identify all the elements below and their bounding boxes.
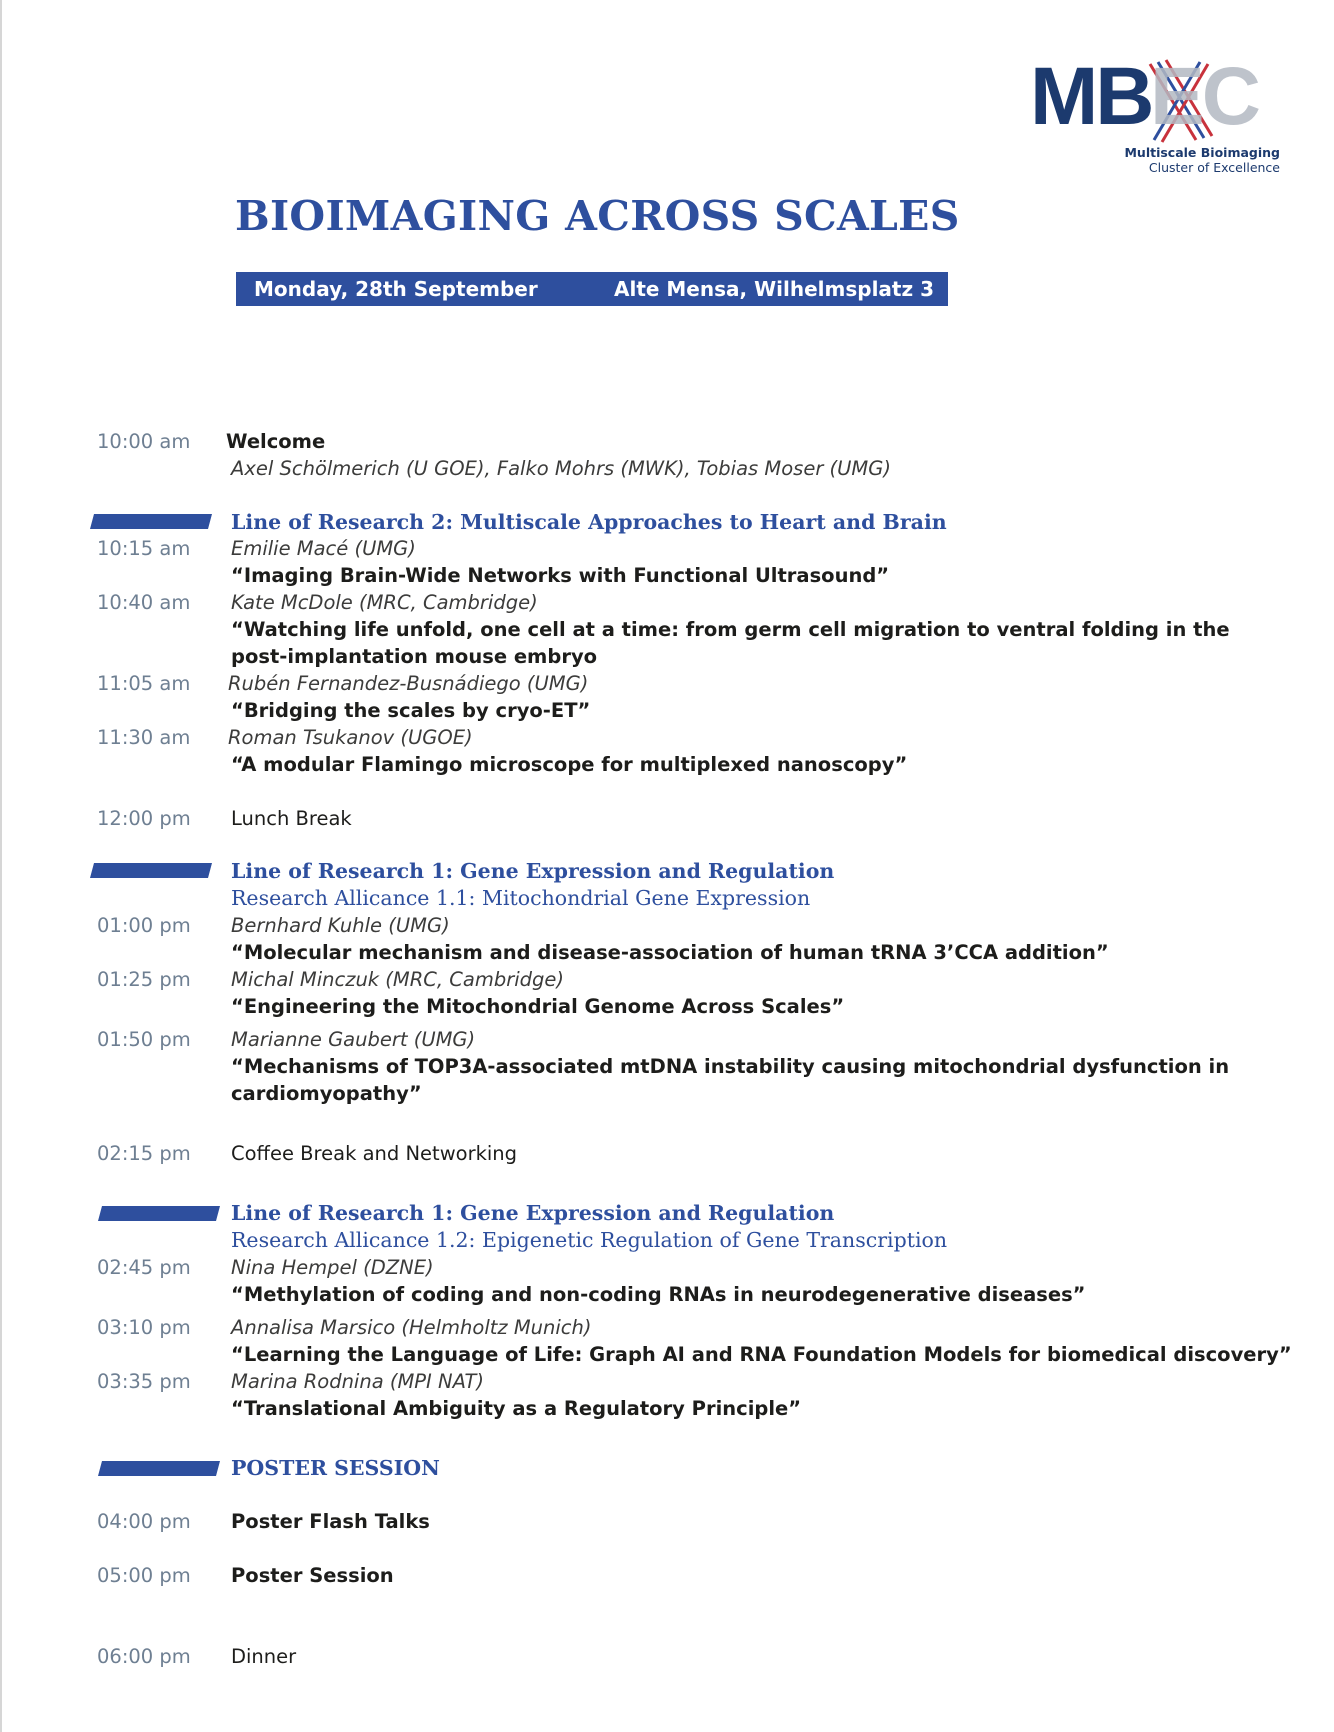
welcome-speakers: Axel Schölmerich (U GOE), Falko Mohrs (MWK), Tobias Moser (UMG) <box>231 457 891 480</box>
time-talk: 01:50 pm <box>97 1028 191 1051</box>
section-heading-1: Line of Research 2: Multiscale Approaches to Heart and Brain <box>231 510 947 534</box>
dinner: Dinner <box>231 1645 297 1668</box>
time-talk: 10:40 am <box>97 591 191 614</box>
welcome-title: Welcome <box>226 430 326 453</box>
talk-title: “Translational Ambiguity as a Regulatory Principle” <box>231 1397 802 1420</box>
time-talk: 01:00 pm <box>97 914 191 937</box>
time-poster-session: 05:00 pm <box>97 1564 191 1587</box>
lunch-break: Lunch Break <box>231 807 352 830</box>
talk-speaker: Rubén Fernandez-Busnádiego (UMG) <box>228 672 589 695</box>
section-subheading-3: Research Allicance 1.2: Epigenetic Regulation of Gene Transcription <box>231 1228 948 1252</box>
section-heading-2: Line of Research 1: Gene Expression and Regulation <box>231 859 835 883</box>
logo-mark <box>1030 52 1280 144</box>
time-talk: 10:15 am <box>97 537 191 560</box>
talk-speaker: Marina Rodnina (MPI NAT) <box>231 1370 485 1393</box>
talk-title-continued: post-implantation mouse embryo <box>231 645 598 668</box>
talk-title: “Learning the Language of Life: Graph AI and RNA Foundation Models for biomedical discovery” <box>231 1343 1292 1366</box>
talk-title: “A modular Flamingo microscope for multiplexed nanoscopy” <box>231 753 908 776</box>
time-welcome: 10:00 am <box>97 430 191 453</box>
logo-letters-ec: EC <box>1150 52 1258 142</box>
talk-title: “Engineering the Mitochondrial Genome Across Scales” <box>231 995 845 1018</box>
page-title: BIOIMAGING ACROSS SCALES <box>235 192 960 240</box>
time-talk: 02:45 pm <box>97 1256 191 1279</box>
section-subheading-2: Research Allicance 1.1: Mitochondrial Gene Expression <box>231 886 811 910</box>
mbexc-logo <box>1030 52 1280 182</box>
time-talk: 01:25 pm <box>97 968 191 991</box>
section-bar-2 <box>90 863 212 878</box>
logo-subtitle-2: Cluster of Excellence <box>1148 160 1280 175</box>
talk-title-continued: cardiomyopathy” <box>231 1082 422 1105</box>
talk-title: “Molecular mechanism and disease-association of human tRNA 3’CCA addition” <box>231 941 1109 964</box>
page-edge <box>0 0 2 1732</box>
logo-subtitle-1: Multiscale Bioimaging <box>1124 145 1280 160</box>
time-poster-flash: 04:00 pm <box>97 1510 191 1533</box>
coffee-break: Coffee Break and Networking <box>231 1142 518 1165</box>
time-talk: 03:35 pm <box>97 1370 191 1393</box>
talk-title: “Methylation of coding and non-coding RNAs in neurodegenerative diseases” <box>231 1283 1086 1306</box>
talk-title: “Bridging the scales by cryo-ET” <box>231 699 591 722</box>
poster-flash-talks: Poster Flash Talks <box>231 1510 430 1533</box>
talk-title: “Mechanisms of TOP3A-associated mtDNA instability causing mitochondrial dysfunction in <box>231 1055 1230 1078</box>
talk-title: “Watching life unfold, one cell at a time: from germ cell migration to ventral folding in the <box>231 618 1230 641</box>
time-dinner: 06:00 pm <box>97 1645 191 1668</box>
talk-speaker: Marianne Gaubert (UMG) <box>231 1028 476 1051</box>
poster-session: Poster Session <box>231 1564 394 1587</box>
date-venue-bar <box>236 272 948 306</box>
talk-speaker: Nina Hempel (DZNE) <box>231 1256 434 1279</box>
talk-speaker: Emilie Macé (UMG) <box>231 537 416 560</box>
section-bar-3 <box>98 1206 220 1221</box>
talk-speaker: Michal Minczuk (MRC, Cambridge) <box>231 968 565 991</box>
poster-session-heading: POSTER SESSION <box>231 1456 440 1480</box>
time-lunch: 12:00 pm <box>97 807 191 830</box>
section-heading-3: Line of Research 1: Gene Expression and Regulation <box>231 1201 835 1225</box>
talk-speaker: Annalisa Marsico (Helmholtz Munich) <box>231 1316 592 1339</box>
section-bar-poster <box>98 1461 220 1476</box>
talk-speaker: Bernhard Kuhle (UMG) <box>231 914 450 937</box>
time-talk: 11:30 am <box>97 726 191 749</box>
talk-title: “Imaging Brain-Wide Networks with Functional Ultrasound” <box>231 564 890 587</box>
talk-speaker: Kate McDole (MRC, Cambridge) <box>231 591 538 614</box>
time-talk: 03:10 pm <box>97 1316 191 1339</box>
talk-speaker: Roman Tsukanov (UGOE) <box>228 726 473 749</box>
logo-letters-mb: MB <box>1030 52 1152 142</box>
event-venue: Alte Mensa, Wilhelmsplatz 3 <box>613 277 934 301</box>
time-coffee: 02:15 pm <box>97 1142 191 1165</box>
section-bar-1 <box>90 514 212 529</box>
time-talk: 11:05 am <box>97 672 191 695</box>
event-date: Monday, 28th September <box>254 277 538 301</box>
